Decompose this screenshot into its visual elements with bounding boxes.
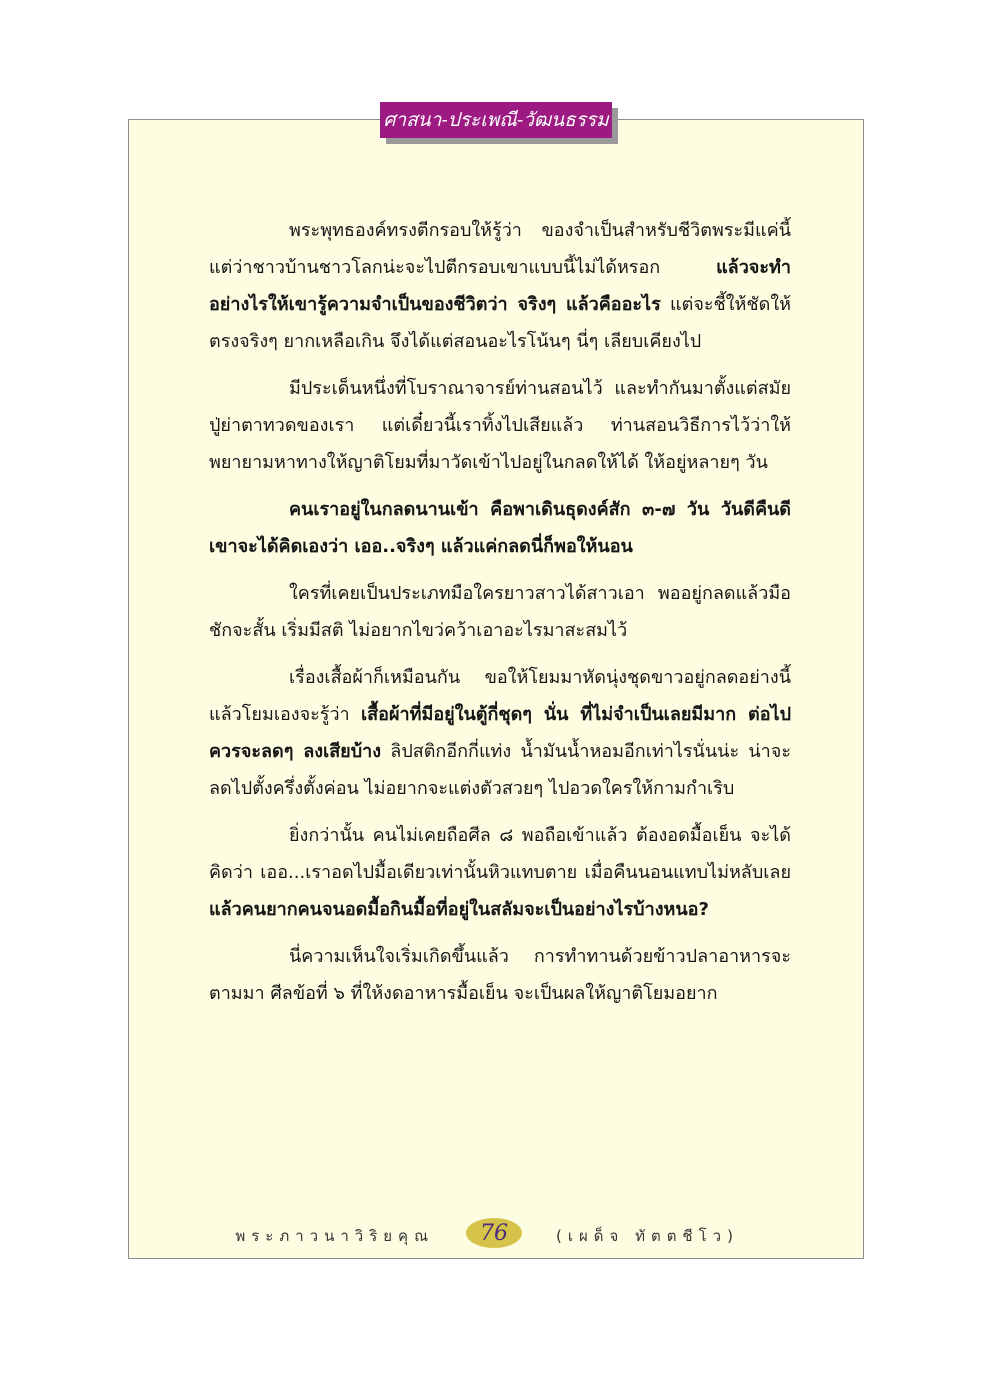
paragraph-5-text-a: เรื่องเสื้อผ้าก็เหมือนกัน ขอให้โยมมาหัดนุ่งชุดขาวอยู่กลดอย่างนี้ แล้วโยมเองจะรู้ว่า <box>209 667 791 725</box>
paragraph-4: ใครที่เคยเป็นประเภทมือใครยาวสาวได้สาวเอา พออยู่กลดแล้วมือชักจะสั้น เริ่มมีสติ ไม่อยากไขว่คว้าเอาอะไรมาสะสมไว้ <box>209 583 791 641</box>
section-header-banner <box>380 102 612 138</box>
page-number-badge <box>466 1218 522 1248</box>
paragraph-1-bold: แล้วจะทำอย่างไรให้เขารู้ความจำเป็นของชีวิตว่า จริงๆ แล้วคืออะไร <box>209 257 791 315</box>
paragraph-5-bold: เสื้อผ้าที่มีอยู่ในตู้กี่ชุดๆ นั่น ที่ไม่จำเป็นเลยมีมาก ต่อไปควรจะลดๆ ลงเสียบ้าง <box>209 704 791 762</box>
paragraph-7: นี่ความเห็นใจเริ่มเกิดขึ้นแล้ว การทำทานด้วยข้าวปลาอาหารจะตามมา ศีลข้อที่ ๖ ที่ให้งดอาหารมื้อเย็น จะเป็นผลให้ญาติโยมอยาก <box>209 946 791 1004</box>
paragraph-1 <box>209 212 791 360</box>
paragraph-5 <box>209 659 791 807</box>
section-title: ศาสนา-ประเพณี-วัฒนธรรม <box>383 109 609 131</box>
paragraph-5-text-b: ลิปสติกอีกกี่แท่ง น้ำมันน้ำหอมอีกเท่าไรนั่นน่ะ น่าจะลดไปตั้งครึ่งตั้งค่อน ไม่อยากจะแต่งตัวสวยๆ ไปอวดใครให้กามกำเริบ <box>209 741 791 799</box>
page-footer <box>128 1218 864 1252</box>
paragraph-6-text: ยิ่งกว่านั้น คนไม่เคยถือศีล ๘ พอถือเข้าแล้ว ต้องอดมื้อเย็น จะได้คิดว่า เออ...เราอดไปมื้อเดียวเท่านั้นหิวแทบตาย เมื่อคืนนอนแทบไม่หลับเลย <box>209 825 791 883</box>
footer-author: (เผด็จ ทัตตชีโว) <box>556 1227 739 1245</box>
paragraph-1-text-b: แต่จะชี้ให้ชัดให้ตรงจริงๆ ยากเหลือเกิน จึงได้แต่สอนอะไรโน้นๆ นี่ๆ เลียบเคียงไป <box>209 294 791 352</box>
paragraph-1-text-a: พระพุทธองค์ทรงตีกรอบให้รู้ว่า ของจำเป็นสำหรับชีวิตพระมีแค่นี้ แต่ว่าชาวบ้านชาวโลกน่ะจะไปตีกรอบเขาแบบนี้ไม่ได้หรอก <box>209 220 791 278</box>
paragraph-2: มีประเด็นหนึ่งที่โบราณาจารย์ท่านสอนไว้ และทำกันมาตั้งแต่สมัยปู่ย่าตาทวดของเรา แต่เดี๋ยวนี้เราทิ้งไปเสียแล้ว ท่านสอนวิธีการไว้ว่าให้พยายามหาทางให้ญาติโยมที่มาวัดเข้าไปอยู่ในกลดให้ได้ ให้อยู่หลายๆ วัน <box>209 378 791 473</box>
page-number: 76 <box>480 1220 508 1246</box>
paragraph-3-bold: คนเราอยู่ในกลดนานเข้า คือพาเดินธุดงค์สัก ๓-๗ วัน วันดีคืนดีเขาจะได้คิดเองว่า เออ..จริงๆ แล้วแค่กลดนี่ก็พอให้นอน <box>209 499 791 557</box>
footer-book-title: พระภาวนาวิริยคุณ <box>235 1227 434 1245</box>
paragraph-6-bold: แล้วคนยากคนจนอดมื้อกินมื้อที่อยู่ในสลัมจะเป็นอย่างไรบ้างหนอ? <box>209 899 709 920</box>
paragraph-6 <box>209 817 791 928</box>
body-text <box>209 212 791 1022</box>
paragraph-3 <box>209 491 791 565</box>
